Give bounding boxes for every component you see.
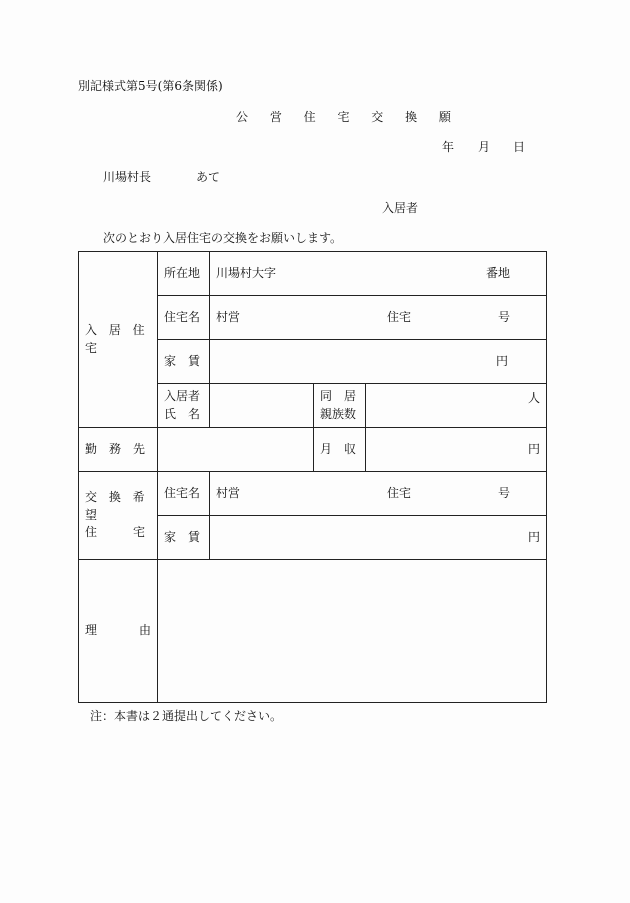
house-name-field[interactable] <box>210 296 547 340</box>
desired-section-label: 交 換 希 望 住 宅 <box>79 472 158 560</box>
house-name-label: 住宅名 <box>158 296 210 340</box>
house-village-text: 村営 <box>216 309 241 324</box>
location-prefix: 川場村大字 <box>216 265 277 280</box>
footnote: 注：本書は２通提出してください。 <box>90 709 283 723</box>
desired-house-name-field[interactable] <box>210 472 547 516</box>
rent-label: 家 賃 <box>158 340 210 384</box>
date-year: 年 <box>442 140 455 154</box>
occupant-name-field[interactable] <box>210 384 314 428</box>
family-count-label: 同 居 親族数 <box>314 384 366 428</box>
location-field[interactable] <box>210 252 547 296</box>
residence-section-label: 入 居 住 宅 <box>79 252 158 428</box>
addressee-honorific: あて <box>196 170 221 184</box>
desired-house-village-text: 村営 <box>216 485 241 500</box>
document-title: 公 営 住 宅 交 換 願 <box>236 110 460 124</box>
workplace-label: 勤 務 先 <box>79 428 158 472</box>
location-suffix: 番地 <box>485 265 510 280</box>
desired-rent-field[interactable]: 円 <box>210 516 547 560</box>
location-label: 所在地 <box>158 252 210 296</box>
desired-house-juutaku-text: 住宅 <box>386 485 411 500</box>
reason-field[interactable] <box>158 560 547 703</box>
desired-house-name-label: 住宅名 <box>158 472 210 516</box>
date-day: 日 <box>513 140 526 154</box>
occupant-name-label: 入居者 氏 名 <box>158 384 210 428</box>
reason-label: 理 由 <box>79 560 158 703</box>
desired-rent-label: 家 賃 <box>158 516 210 560</box>
addressee-name: 川場村長 <box>103 170 152 184</box>
applicant-label: 入居者 <box>382 201 419 215</box>
desired-house-number-text: 号 <box>497 485 510 500</box>
family-count-field[interactable]: 人 <box>366 384 547 428</box>
rent-field[interactable]: 円 <box>210 340 547 384</box>
income-field[interactable]: 円 <box>366 428 547 472</box>
date-month: 月 <box>478 140 491 154</box>
house-number-text: 号 <box>497 309 510 324</box>
application-table <box>78 251 547 703</box>
intro-text: 次のとおり入居住宅の交換をお願いします。 <box>103 231 343 245</box>
house-juutaku-text: 住宅 <box>386 309 411 324</box>
form-reference: 別記様式第5号(第6条関係) <box>78 79 223 93</box>
workplace-field[interactable] <box>158 428 314 472</box>
income-label: 月 収 <box>314 428 366 472</box>
